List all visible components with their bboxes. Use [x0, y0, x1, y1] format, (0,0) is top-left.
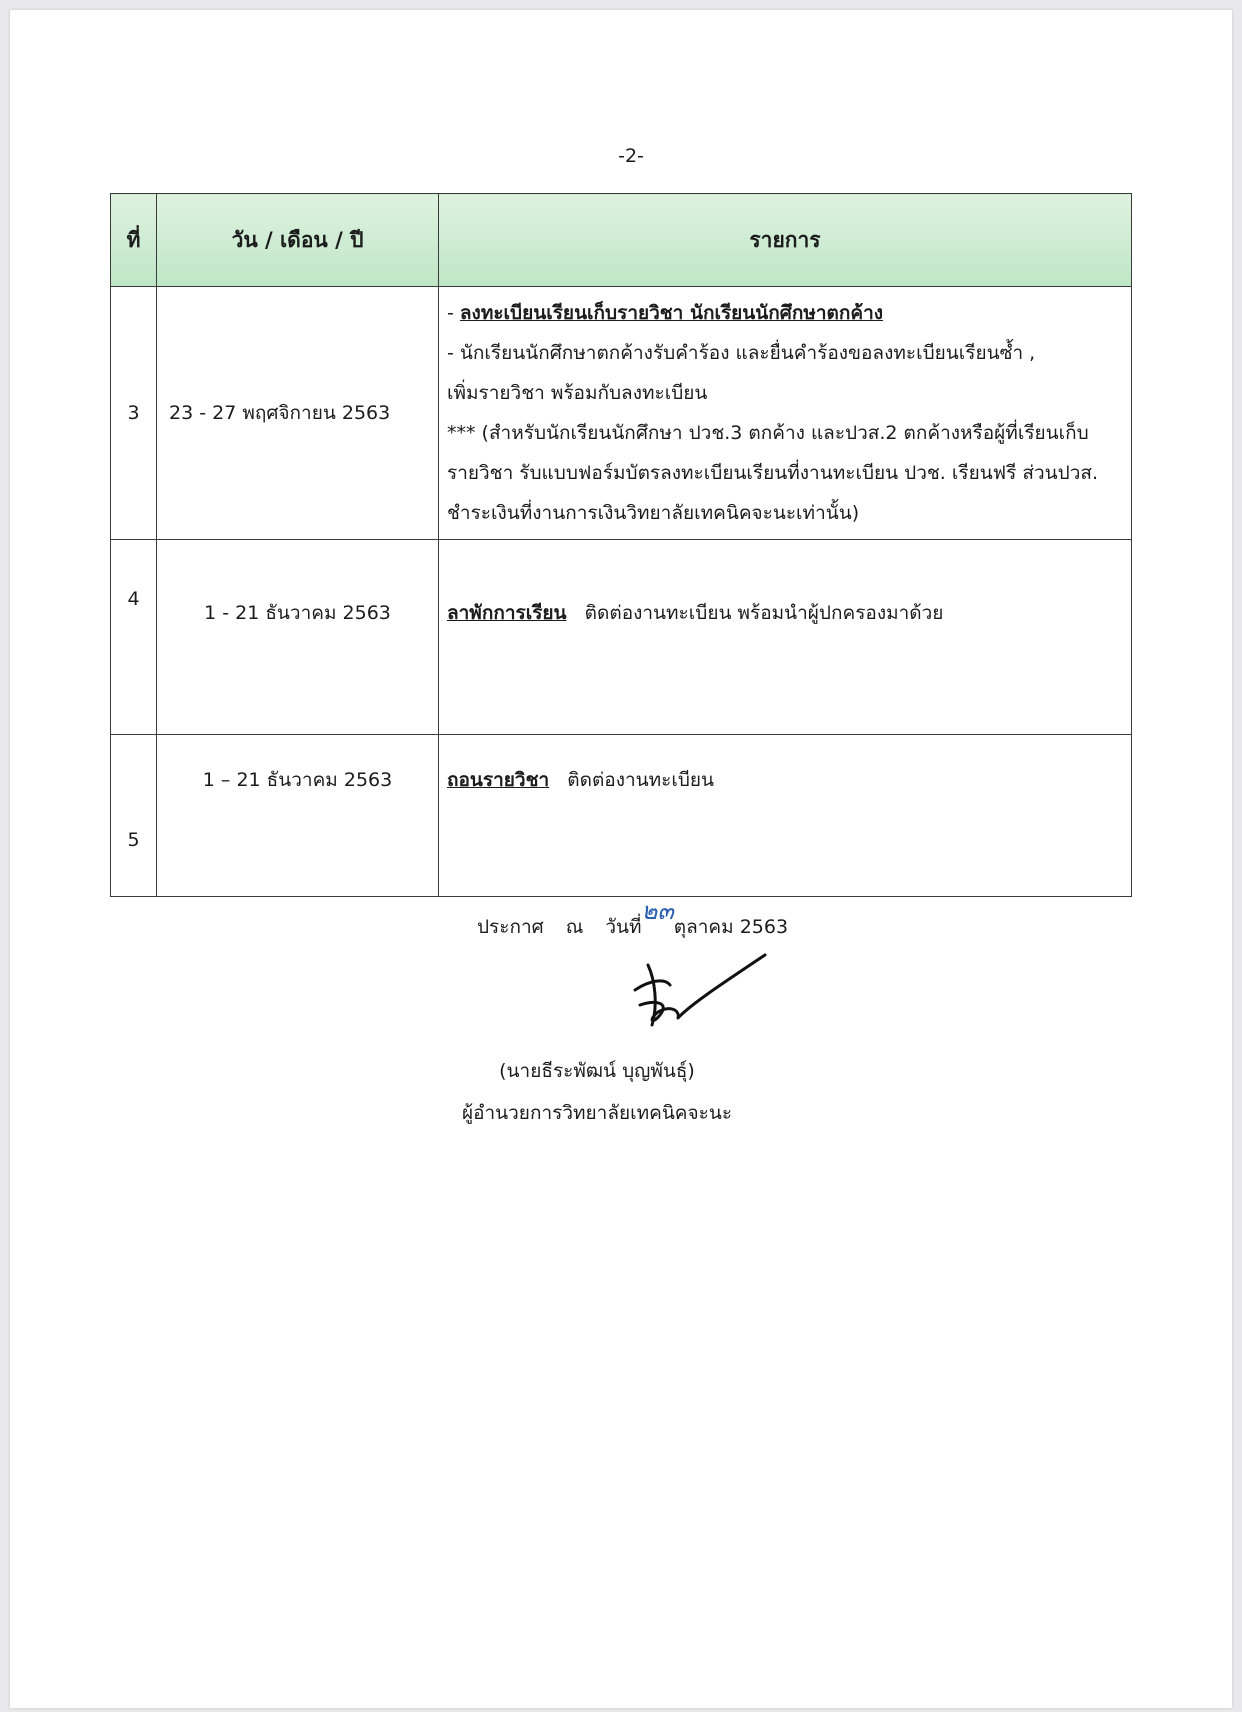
detail-heading: ถอนรายวิชา: [447, 769, 550, 791]
detail-line: *** (สำหรับนักเรียนนักศึกษา ปวช.3 ตกค้าง และปวส.2 ตกค้างหรือผู้ที่เรียนเก็บ: [447, 422, 1089, 444]
detail-text: ติดต่องานทะเบียน: [567, 769, 715, 791]
schedule-table: [110, 193, 1132, 897]
bullet: -: [447, 302, 460, 324]
header-no: ที่: [111, 194, 157, 287]
announcement-line: [477, 897, 789, 944]
table-row: [111, 287, 1132, 540]
row-number: 5: [111, 735, 157, 897]
table-row: [111, 540, 1132, 735]
signer-block: [0, 1050, 1218, 1134]
row-date: 23 - 27 พฤศจิกายน 2563: [157, 287, 439, 540]
row-detail: [439, 735, 1132, 897]
header-date: วัน / เดือน / ปี: [157, 194, 439, 287]
header-detail: รายการ: [439, 194, 1132, 287]
row-date: 1 – 21 ธันวาคม 2563: [157, 735, 439, 897]
announcement-at: ณ: [565, 916, 584, 938]
row-date: 1 - 21 ธันวาคม 2563: [157, 540, 439, 735]
handwritten-day: ๒๓: [641, 897, 674, 925]
detail-heading: ลงทะเบียนเรียนเก็บรายวิชา นักเรียนนักศึกษาตกค้าง: [459, 302, 884, 324]
row-number: 3: [111, 287, 157, 540]
table-header-row: [111, 194, 1132, 287]
announcement-prefix: ประกาศ: [477, 916, 544, 938]
announcement-month-year: ตุลาคม 2563: [673, 916, 789, 938]
announcement-day-label: วันที่: [605, 916, 642, 938]
signer-title: ผู้อำนวยการวิทยาลัยเทคนิคจะนะ: [461, 1102, 733, 1124]
detail-line: - นักเรียนนักศึกษาตกค้างรับคำร้อง และยื่นคำร้องขอลงทะเบียนเรียนซ้ำ ,: [447, 342, 1036, 364]
detail-line: [447, 293, 1123, 333]
row-detail: [439, 287, 1132, 540]
detail-text: ติดต่องานทะเบียน พร้อมนำผู้ปกครองมาด้วย: [584, 602, 944, 624]
detail-heading: ลาพักการเรียน: [447, 602, 567, 624]
signer-name: (นายธีระพัฒน์ บุญพันธุ์): [499, 1060, 695, 1082]
row-number: 4: [111, 540, 157, 735]
row-detail: [439, 540, 1132, 735]
detail-line: รายวิชา รับแบบฟอร์มบัตรลงทะเบียนเรียนที่งานทะเบียน ปวช. เรียนฟรี ส่วนปวส.: [447, 462, 1099, 484]
signature-icon: [630, 950, 770, 1040]
detail-line: เพิ่มรายวิชา พร้อมกับลงทะเบียน: [447, 382, 708, 404]
table-row: [111, 735, 1132, 897]
detail-line: ชำระเงินที่งานการเงินวิทยาลัยเทคนิคจะนะเท่านั้น): [447, 502, 860, 524]
page-number: -2-: [618, 145, 644, 167]
